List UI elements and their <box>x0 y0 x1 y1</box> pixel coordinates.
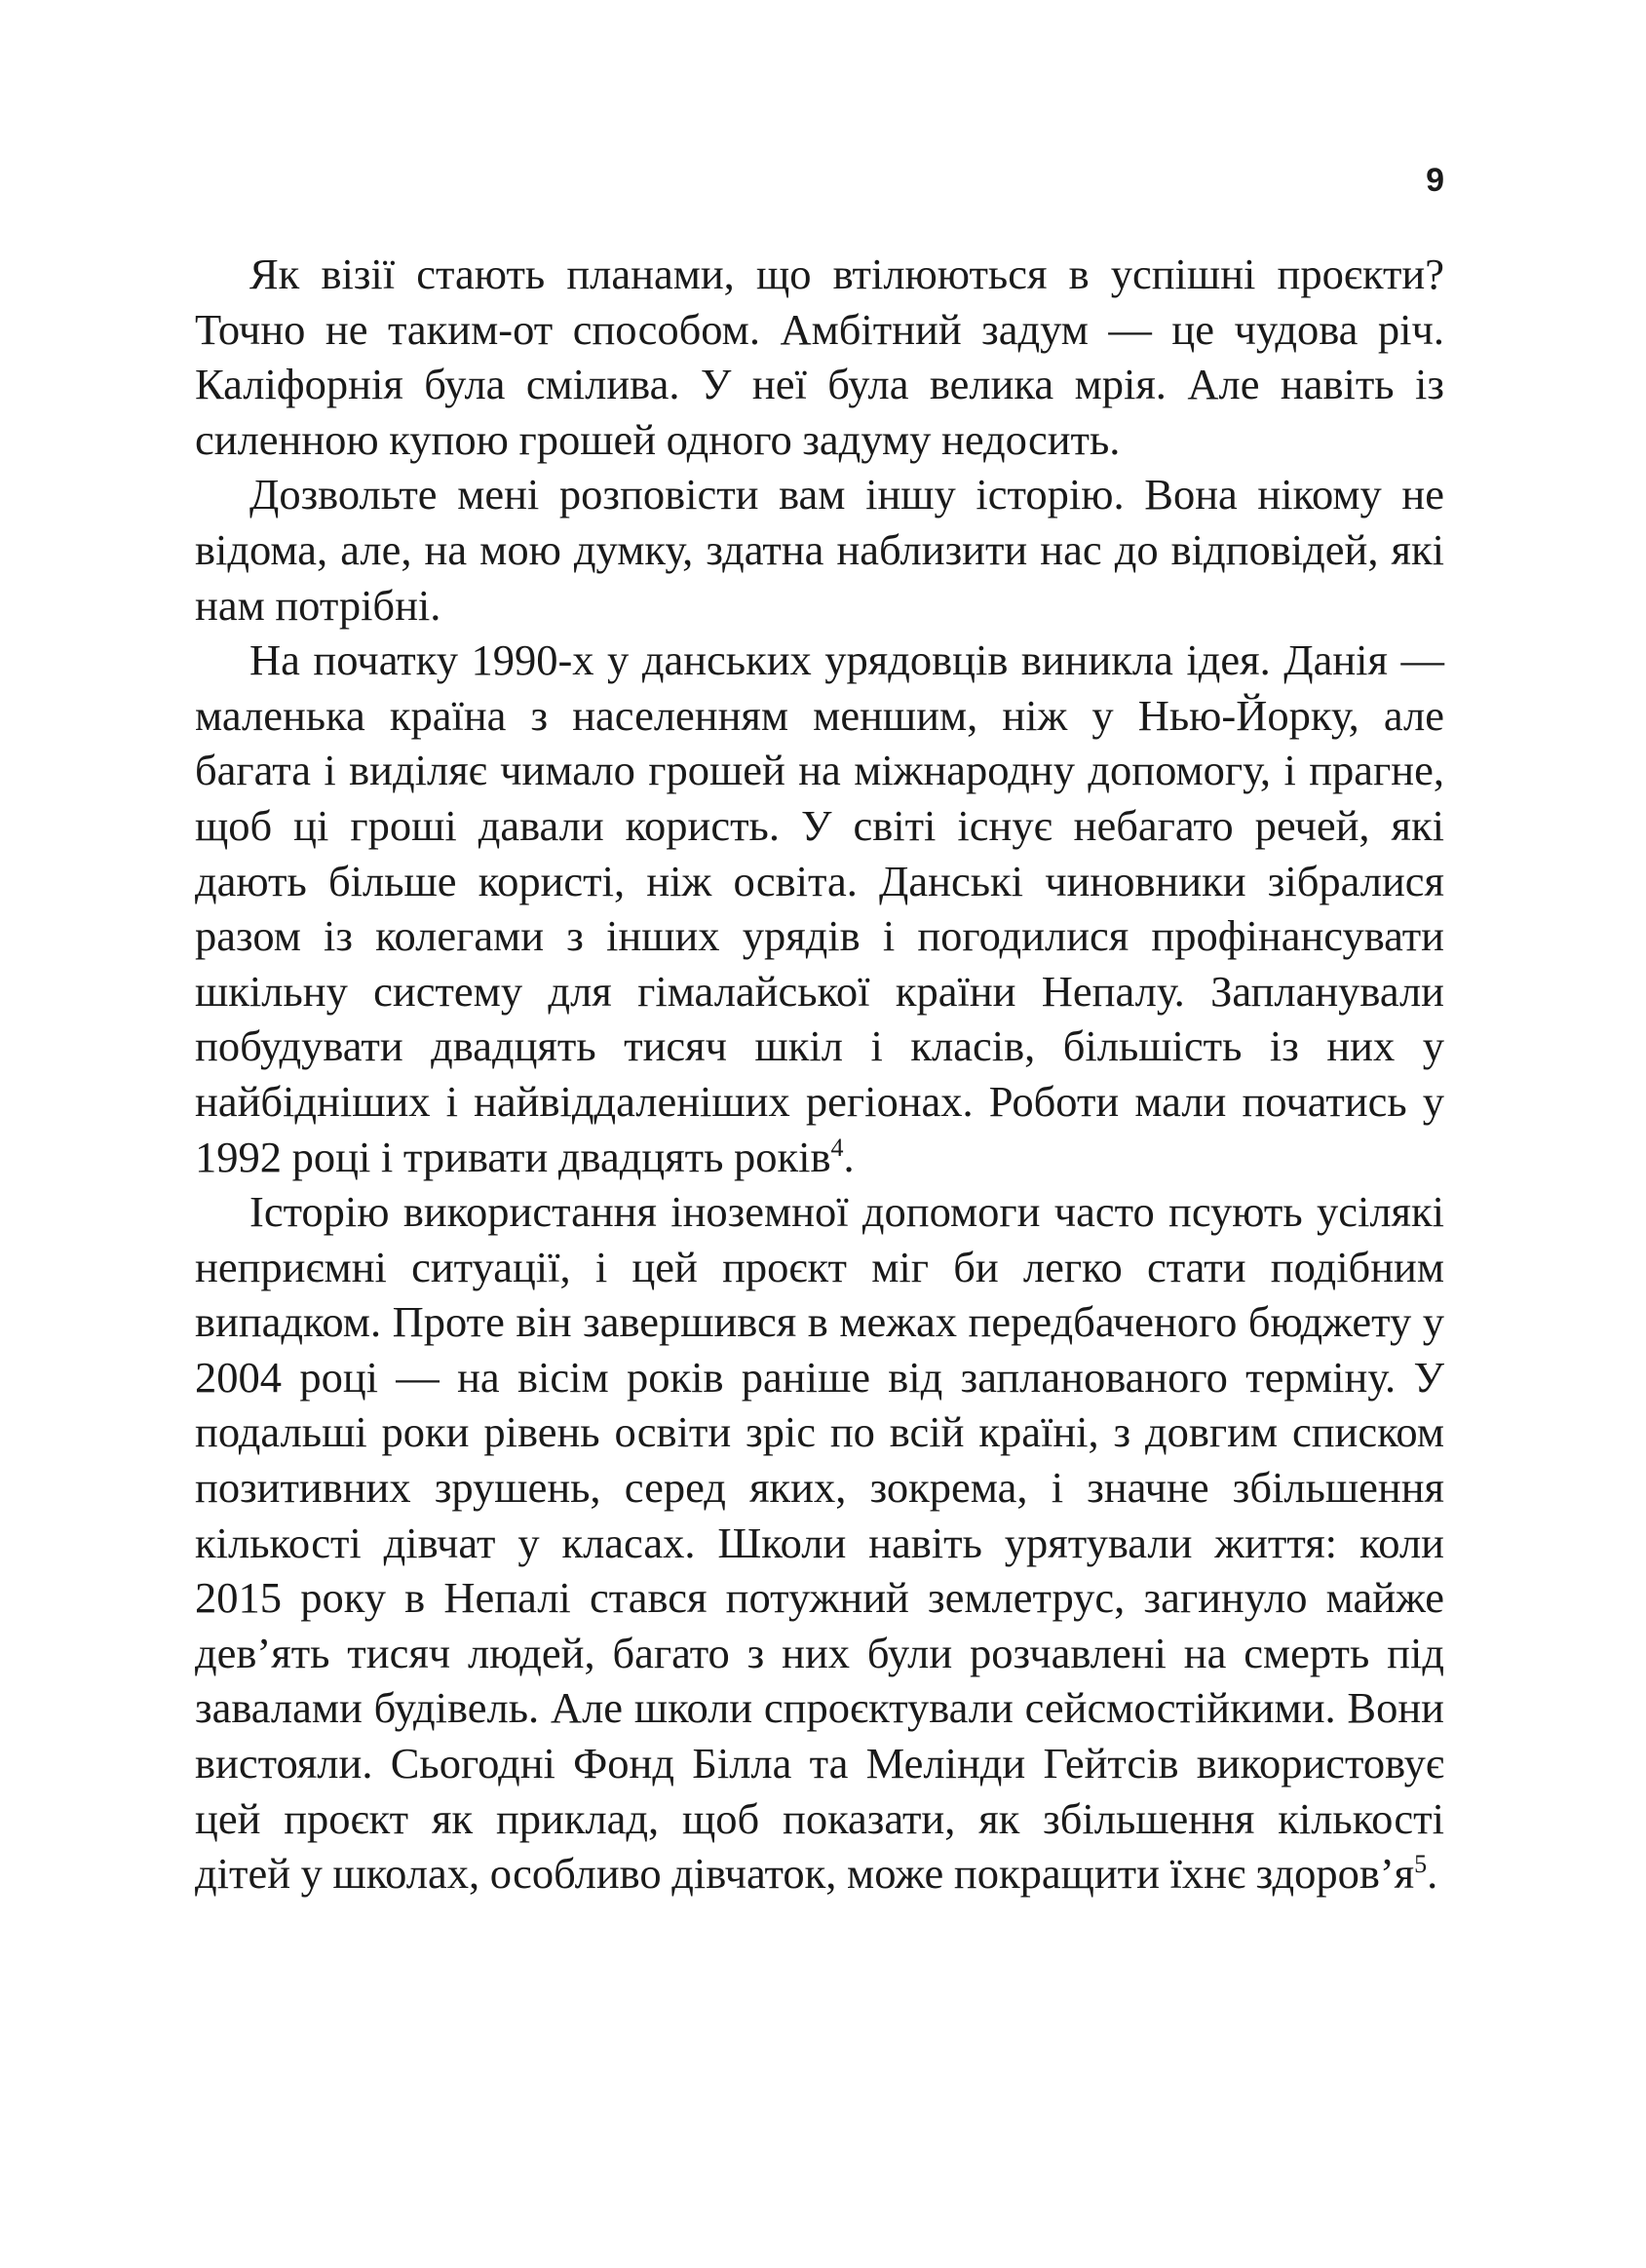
footnote-reference: 5 <box>1414 1850 1428 1879</box>
paragraph-end-punctuation: . <box>843 1132 855 1181</box>
paragraph-text: Як візії стають планами, що втілюються в успішні проєкти? Точно не таким-от способом. Амбітний задум — це чудова річ. Каліфорнія була смілива. У неї була велика мрія. Але навіть із силенною купою грошей одного задуму недосить. <box>195 250 1444 464</box>
paragraph-1 <box>195 247 1444 467</box>
paragraph-end-punctuation: . <box>1427 1849 1438 1899</box>
page-number: 9 <box>1426 162 1444 199</box>
paragraph-2 <box>195 467 1444 633</box>
footnote-reference: 4 <box>830 1133 844 1162</box>
paragraph-3 <box>195 633 1444 1184</box>
paragraph-text: Дозвольте мені розповісти вам іншу історію. Вона нікому не відома, але, на мою думку, здатна наблизити нас до відповідей, які нам потрібні. <box>195 470 1444 630</box>
paragraph-text: Історію використання іноземної допомоги часто псують усілякі неприємні ситуації, і цей проєкт міг би легко стати подібним випадком. Проте він завершився в межах передбаченого бюджету у 2004 році — на вісім років раніше від запланованого терміну. У подальші роки рівень освіти зріс по всій країні, з довгим списком позитивних зрушень, серед яких, зокрема, і значне збільшення кількості дівчат у класах. Школи навіть урятували життя: коли 2015 року в Непалі стався потужний землетрус, загинуло майже дев’ять тисяч людей, багато з них були розчавлені на смерть під завалами будівель. Але школи спроєктували сейсмостійкими. Вони вистояли. Сьогодні Фонд Білла та Мелінди Гейтсів використовує цей проєкт як приклад, щоб показати, як збільшення кількості дітей у школах, особливо дівчаток, може покращити їхнє здоров’я <box>195 1187 1444 1899</box>
body-text <box>195 247 1444 1902</box>
paragraph-text: На початку 1990-х у данських урядовців виникла ідея. Данія — маленька країна з населенням меншим, ніж у Нью-Йорку, але багата і виділяє чимало грошей на міжнародну допомогу, і прагне, щоб ці гроші давали користь. У світі існує небагато речей, які дають більше користі, ніж освіта. Данські чиновники зібралися разом із колегами з інших урядів і погодилися профінансувати шкільну систему для гімалайської країни Непалу. Запланували побудувати двадцять тисяч шкіл і класів, більшість із них у найбідніших і найвіддаленіших регіонах. Роботи мали початись у 1992 році і тривати двадцять років <box>195 635 1444 1181</box>
paragraph-4 <box>195 1184 1444 1902</box>
